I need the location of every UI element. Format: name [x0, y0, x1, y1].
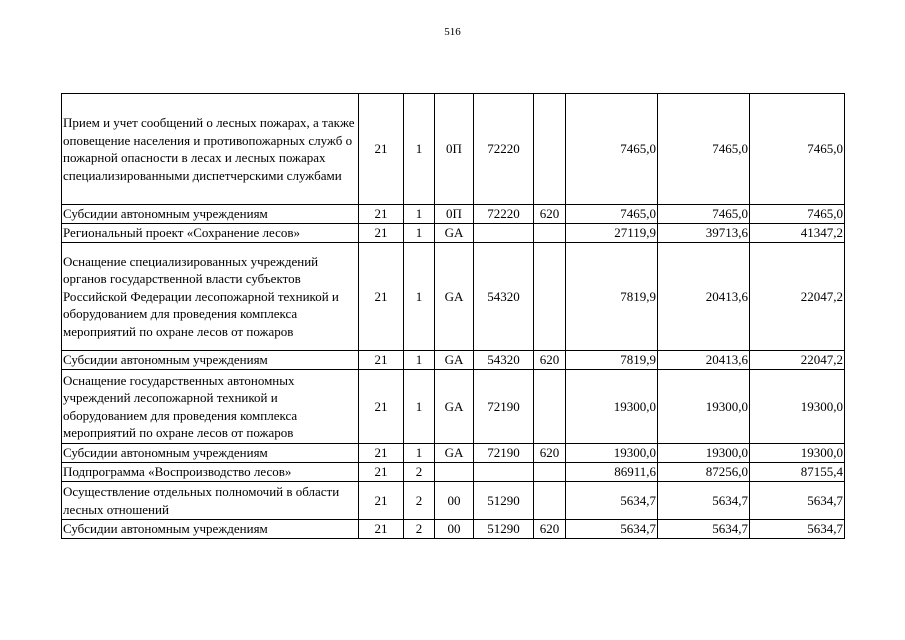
subsection-cell: 2 [404, 520, 435, 539]
value-cell-3: 7465,0 [750, 94, 845, 205]
subsection-cell: 2 [404, 482, 435, 520]
value-cell-3: 5634,7 [750, 520, 845, 539]
row-name: Субсидии автономным учреждениям [62, 351, 359, 370]
row-name: Субсидии автономным учреждениям [62, 444, 359, 463]
value-cell-2: 7465,0 [658, 94, 750, 205]
value-cell-3: 19300,0 [750, 370, 845, 444]
program-cell: GA [435, 370, 474, 444]
code-cell: 51290 [474, 520, 534, 539]
value-cell-2: 5634,7 [658, 482, 750, 520]
value-cell-2: 7465,0 [658, 205, 750, 224]
row-name: Субсидии автономным учреждениям [62, 520, 359, 539]
program-cell: GA [435, 444, 474, 463]
program-cell: 00 [435, 482, 474, 520]
value-cell-1: 86911,6 [566, 463, 658, 482]
value-cell-1: 7819,9 [566, 351, 658, 370]
row-name: Оснащение специализированных учреждений органов государственной власти субъектов Российской Федерации лесопожарной техникой и оборудованием для проведения комплекса мероприятий по охране лесов от пожаров [62, 243, 359, 351]
subsection-cell: 1 [404, 444, 435, 463]
value-cell-3: 22047,2 [750, 351, 845, 370]
value-cell-3: 7465,0 [750, 205, 845, 224]
row-name: Субсидии автономным учреждениям [62, 205, 359, 224]
row-name: Прием и учет сообщений о лесных пожарах, а также оповещение населения и противопожарных служб о пожарной опасности в лесах и лесных пожарах специализированными диспетчерскими службами [62, 94, 359, 205]
kind-cell: 620 [534, 444, 566, 463]
code-cell: 54320 [474, 351, 534, 370]
kind-cell [534, 370, 566, 444]
value-cell-2: 5634,7 [658, 520, 750, 539]
code-cell [474, 463, 534, 482]
value-cell-3: 5634,7 [750, 482, 845, 520]
subsection-cell: 1 [404, 351, 435, 370]
subsection-cell: 1 [404, 205, 435, 224]
value-cell-1: 19300,0 [566, 444, 658, 463]
table-row [62, 351, 845, 370]
code-cell: 51290 [474, 482, 534, 520]
row-name: Оснащение государственных автономных учреждений лесопожарной техникой и оборудованием для проведения комплекса мероприятий по охране лесов от пожаров [62, 370, 359, 444]
row-name: Подпрограмма «Воспроизводство лесов» [62, 463, 359, 482]
subsection-cell: 1 [404, 224, 435, 243]
kind-cell: 620 [534, 205, 566, 224]
table-row [62, 370, 845, 444]
section-cell: 21 [359, 243, 404, 351]
value-cell-2: 87256,0 [658, 463, 750, 482]
section-cell: 21 [359, 463, 404, 482]
row-name: Осуществление отдельных полномочий в области лесных отношений [62, 482, 359, 520]
value-cell-3: 19300,0 [750, 444, 845, 463]
code-cell [474, 224, 534, 243]
kind-cell [534, 94, 566, 205]
table-row [62, 520, 845, 539]
table-row [62, 482, 845, 520]
section-cell: 21 [359, 205, 404, 224]
program-cell: GA [435, 351, 474, 370]
table-row [62, 243, 845, 351]
value-cell-1: 27119,9 [566, 224, 658, 243]
table-row [62, 224, 845, 243]
value-cell-2: 20413,6 [658, 351, 750, 370]
code-cell: 72190 [474, 370, 534, 444]
program-cell: 00 [435, 520, 474, 539]
section-cell: 21 [359, 520, 404, 539]
section-cell: 21 [359, 94, 404, 205]
kind-cell: 620 [534, 520, 566, 539]
code-cell: 72190 [474, 444, 534, 463]
value-cell-2: 19300,0 [658, 444, 750, 463]
budget-table [61, 93, 845, 539]
table-row [62, 463, 845, 482]
code-cell: 72220 [474, 205, 534, 224]
code-cell: 54320 [474, 243, 534, 351]
section-cell: 21 [359, 444, 404, 463]
program-cell: GA [435, 243, 474, 351]
program-cell [435, 463, 474, 482]
value-cell-3: 41347,2 [750, 224, 845, 243]
value-cell-2: 20413,6 [658, 243, 750, 351]
table-row [62, 444, 845, 463]
kind-cell [534, 243, 566, 351]
value-cell-2: 39713,6 [658, 224, 750, 243]
value-cell-1: 7465,0 [566, 94, 658, 205]
value-cell-1: 7465,0 [566, 205, 658, 224]
kind-cell [534, 463, 566, 482]
kind-cell: 620 [534, 351, 566, 370]
value-cell-1: 5634,7 [566, 520, 658, 539]
program-cell: GA [435, 224, 474, 243]
value-cell-3: 87155,4 [750, 463, 845, 482]
subsection-cell: 2 [404, 463, 435, 482]
value-cell-1: 19300,0 [566, 370, 658, 444]
kind-cell [534, 482, 566, 520]
page-number: 516 [444, 26, 461, 38]
value-cell-1: 7819,9 [566, 243, 658, 351]
kind-cell [534, 224, 566, 243]
section-cell: 21 [359, 482, 404, 520]
subsection-cell: 1 [404, 370, 435, 444]
program-cell: 0П [435, 94, 474, 205]
program-cell: 0П [435, 205, 474, 224]
subsection-cell: 1 [404, 94, 435, 205]
section-cell: 21 [359, 370, 404, 444]
section-cell: 21 [359, 351, 404, 370]
value-cell-2: 19300,0 [658, 370, 750, 444]
table-row [62, 94, 845, 205]
value-cell-3: 22047,2 [750, 243, 845, 351]
code-cell: 72220 [474, 94, 534, 205]
row-name: Региональный проект «Сохранение лесов» [62, 224, 359, 243]
section-cell: 21 [359, 224, 404, 243]
value-cell-1: 5634,7 [566, 482, 658, 520]
table-row [62, 205, 845, 224]
subsection-cell: 1 [404, 243, 435, 351]
